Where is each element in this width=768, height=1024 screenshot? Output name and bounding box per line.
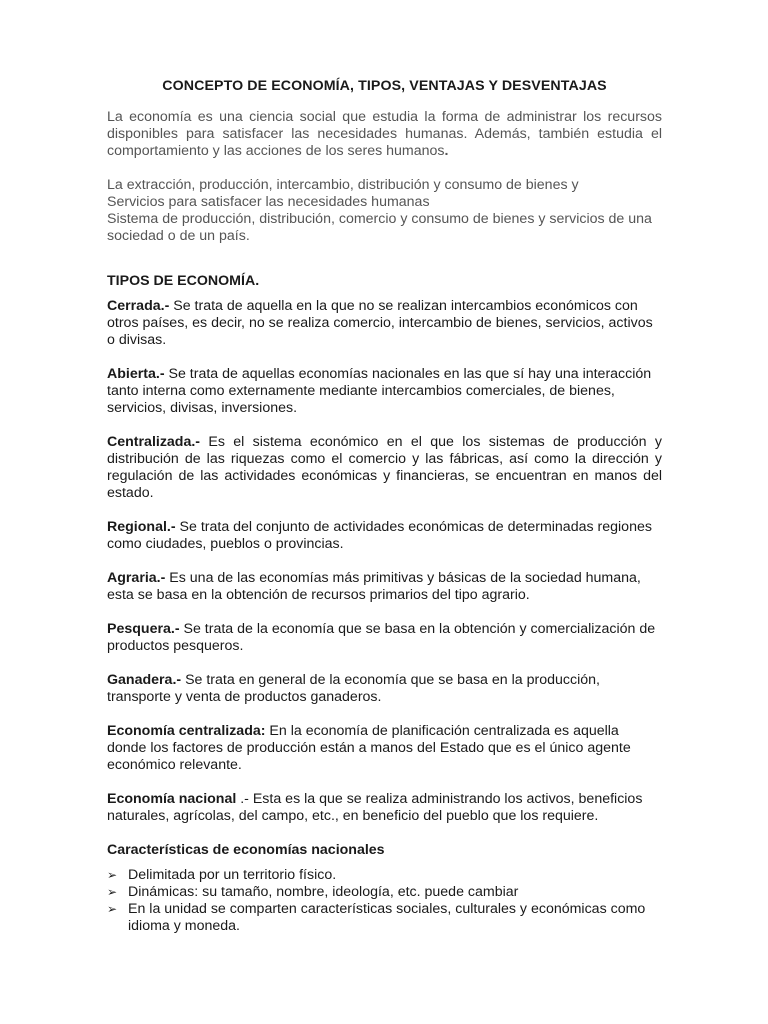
arrow-bullet-icon: ➢ [107, 902, 118, 916]
characteristics-heading: Características de economías nacionales [107, 842, 385, 858]
type-name: Centralizada.- [107, 434, 201, 450]
type-name: Pesquera.- [107, 621, 180, 637]
type-name: Economía centralizada: [107, 723, 266, 739]
type-name: Abierta.- [107, 366, 165, 382]
type-text: Se trata de aquellas economías nacionales en las que sí hay una interacción tanto interna como externamente mediante intercambios comerciales, de bienes, servicios, divisas, inversiones. [107, 366, 652, 416]
characteristics-list [107, 867, 662, 935]
type-text: Se trata del conjunto de actividades económicas de determinadas regiones como ciudades, pueblos o provincias. [107, 519, 652, 552]
document-title: CONCEPTO DE ECONOMÍA, TIPOS, VENTAJAS Y DESVENTAJAS [162, 78, 607, 94]
type-text: Se trata en general de la economía que se basa en la producción, transporte y venta de productos ganaderos. [107, 672, 600, 705]
type-economia-nacional [107, 791, 662, 825]
type-name: Regional.- [107, 519, 176, 535]
type-text: Se trata de aquella en la que no se realizan intercambios económicos con otros países, es decir, no se realiza comercio, intercambio de bienes, servicios, activos o divisas. [107, 298, 653, 348]
list-item [107, 901, 662, 935]
intro-text: La economía es una ciencia social que estudia la forma de administrar los recursos disponibles para satisfacer las necesidades humanas. Además, también estudia el comportamiento y las acciones de los seres humanos [107, 109, 662, 159]
extraction-line-3: Sistema de producción, distribución, comercio y consumo de bienes y servicios de una sociedad o de un país. [107, 211, 652, 244]
arrow-bullet-icon: ➢ [107, 868, 118, 882]
type-name: Economía nacional [107, 791, 237, 807]
intro-paragraph [107, 109, 662, 160]
list-item [107, 867, 662, 884]
list-item-text: Delimitada por un territorio físico. [128, 867, 337, 883]
types-list [107, 298, 662, 825]
type-agraria [107, 570, 662, 604]
list-item [107, 884, 662, 901]
type-regional [107, 519, 662, 553]
type-pesquera [107, 621, 662, 655]
type-cerrada [107, 298, 662, 349]
type-text: En la economía de planificación centralizada es aquella donde los factores de producción están a manos del Estado que es el único agente económico relevante. [107, 723, 631, 773]
type-text: Es una de las economías más primitivas y básicas de la sociedad humana, esta se basa en la obtención de recursos primarios del tipo agrario. [107, 570, 641, 603]
type-economia-centralizada [107, 723, 662, 774]
extraction-line-1: La extracción, producción, intercambio, distribución y consumo de bienes y [107, 177, 579, 193]
type-text: Es el sistema económico en el que los sistemas de producción y distribución de las riquezas como el comercio y las fábricas, así como la dirección y regulación de las actividades económicas y financieras, se encuentran en manos del estado. [107, 434, 662, 501]
list-item-text: Dinámicas: su tamaño, nombre, ideología, etc. puede cambiar [128, 884, 519, 900]
types-heading: TIPOS DE ECONOMÍA. [107, 273, 260, 289]
type-centralizada [107, 434, 662, 502]
type-name: Ganadera.- [107, 672, 182, 688]
list-item-text: En la unidad se comparten características sociales, culturales y económicas como idioma y moneda. [128, 901, 646, 934]
type-text: .- Esta es la que se realiza administrando los activos, beneficios naturales, agrícolas, del campo, etc., en beneficio del pueblo que los requiere. [107, 791, 643, 824]
arrow-bullet-icon: ➢ [107, 885, 118, 899]
extraction-line-2: Servicios para satisfacer las necesidades humanas [107, 194, 430, 210]
extraction-paragraph [107, 177, 662, 245]
type-ganadera [107, 672, 662, 706]
type-name: Cerrada.- [107, 298, 170, 314]
type-name: Agraria.- [107, 570, 166, 586]
intro-period: . [444, 143, 449, 159]
type-abierta [107, 366, 662, 417]
type-text: Se trata de la economía que se basa en la obtención y comercialización de productos pesqueros. [107, 621, 656, 654]
